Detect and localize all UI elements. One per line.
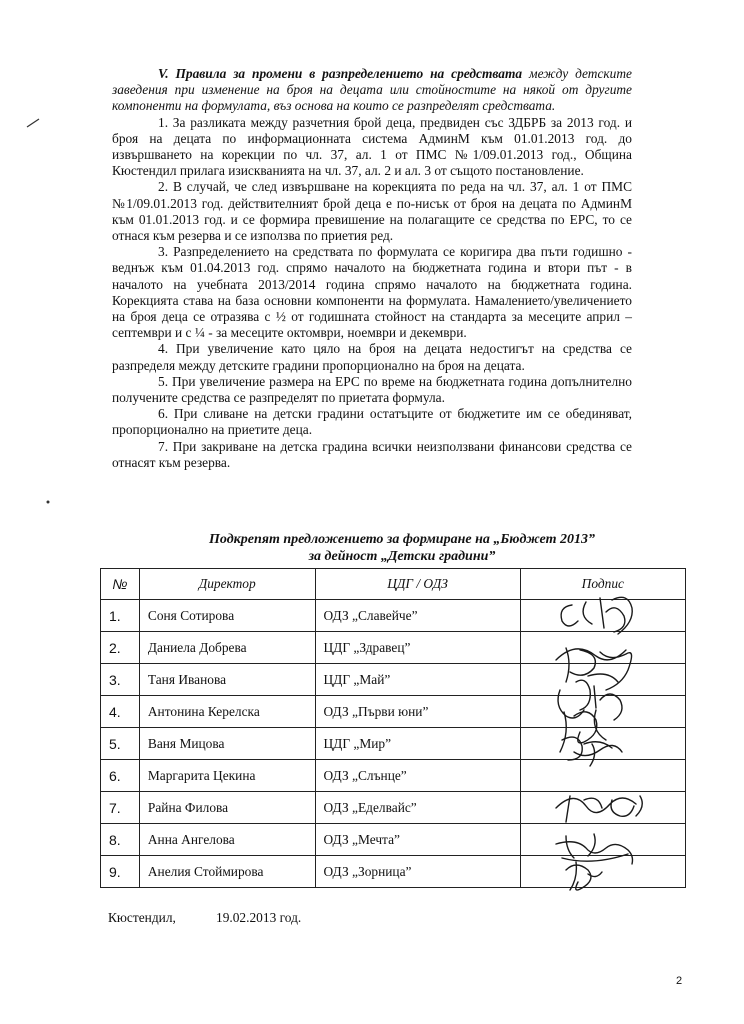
row-number: 2. bbox=[101, 632, 140, 664]
page-number: 2 bbox=[676, 975, 683, 987]
rule-paragraph-6: 6. При сливане на детски градини остатъците от бюджетите им се обединяват, пропорционално на приетите деца. bbox=[112, 406, 632, 438]
row-number: 5. bbox=[101, 728, 140, 760]
signature-cell bbox=[520, 664, 685, 696]
kindergarten-name: ЦДГ „Май” bbox=[315, 664, 520, 696]
director-name: Даниела Добрева bbox=[139, 632, 315, 664]
row-number: 9. bbox=[101, 856, 140, 888]
kindergarten-name: ОДЗ „Еделвайс” bbox=[315, 792, 520, 824]
table-row bbox=[101, 696, 686, 728]
kindergarten-name: ЦДГ „Здравец” bbox=[315, 632, 520, 664]
table-row bbox=[101, 728, 686, 760]
director-name: Антонина Керелска bbox=[139, 696, 315, 728]
director-name: Райна Филова bbox=[139, 792, 315, 824]
section-title: V. Правила за промени в разпределението на средствата bbox=[158, 66, 523, 81]
director-name: Ваня Мицова bbox=[139, 728, 315, 760]
signature-cell bbox=[520, 696, 685, 728]
signature-cell bbox=[520, 728, 685, 760]
header-num: № bbox=[101, 569, 140, 600]
kindergarten-name: ОДЗ „Слънце” bbox=[315, 760, 520, 792]
margin-dot bbox=[46, 500, 50, 504]
row-number: 3. bbox=[101, 664, 140, 696]
signature-cell bbox=[520, 632, 685, 664]
header-director: Директор bbox=[139, 569, 315, 600]
table-row bbox=[101, 664, 686, 696]
director-name: Маргарита Цекина bbox=[139, 760, 315, 792]
table-row bbox=[101, 856, 686, 888]
margin-tick-mark bbox=[26, 118, 40, 128]
kindergarten-name: ОДЗ „Славейче” bbox=[315, 600, 520, 632]
header-unit: ЦДГ / ОДЗ bbox=[315, 569, 520, 600]
row-number: 8. bbox=[101, 824, 140, 856]
kindergarten-name: ОДЗ „Зорница” bbox=[315, 856, 520, 888]
row-number: 6. bbox=[101, 760, 140, 792]
signature-cell bbox=[520, 600, 685, 632]
rules-section bbox=[112, 66, 632, 471]
director-name: Анелия Стоймирова bbox=[139, 856, 315, 888]
header-signature: Подпис bbox=[520, 569, 685, 600]
signature-cell bbox=[520, 824, 685, 856]
directors-table bbox=[100, 568, 686, 888]
footer-date: 19.02.2013 год. bbox=[216, 910, 302, 925]
signature-cell bbox=[520, 792, 685, 824]
director-name: Анна Ангелова bbox=[139, 824, 315, 856]
table-row bbox=[101, 632, 686, 664]
rule-paragraph-1: 1. За разликата между разчетния брой деца, предвиден със ЗДБРБ за 2013 год. и броя на децата по информационната система АдминМ към 01.01.2013 год. до извършването на корекции по чл. 37, ал. 1 от ПМС №1/09.01.2013 год., Община Кюстендил прилага изискванията на чл. 37, ал. 2 и ал. 3 от същото постановление. bbox=[112, 114, 632, 179]
kindergarten-name: ЦДГ „Мир” bbox=[315, 728, 520, 760]
director-name: Таня Иванова bbox=[139, 664, 315, 696]
rule-paragraph-2: 2. В случай, че след извършване на корекцията по реда на чл. 37, ал. 1 от ПМС №1/09.01.2013 год. действителният брой деца е по-нисък от броя на децата по АдминМ към 01.01.2013 год. и се формира превишение на полагащите се средства по ЕРС, то се отнася към резерва и се използва по приетия ред. bbox=[112, 179, 632, 244]
section-subtitle: между детските заведения при изменение на броя на децата или стойностите на някой от другите компоненти на формулата, въз основа на които се разпределят средствата. bbox=[112, 66, 632, 114]
signature-cell bbox=[520, 760, 685, 792]
kindergarten-name: ОДЗ „Мечта” bbox=[315, 824, 520, 856]
table-row bbox=[101, 824, 686, 856]
support-title-line-2: за дейност „Детски градини” bbox=[308, 549, 496, 564]
row-number: 4. bbox=[101, 696, 140, 728]
rule-paragraph-4: 4. При увеличение като цяло на броя на децата недостигът на средства се разпределя между детските градини пропорционално на броя на децата. bbox=[112, 341, 632, 373]
table-row bbox=[101, 600, 686, 632]
footer-place: Кюстендил, bbox=[108, 910, 176, 925]
kindergarten-name: ОДЗ „Първи юни” bbox=[315, 696, 520, 728]
table-header-row bbox=[101, 569, 686, 600]
table-row bbox=[101, 760, 686, 792]
director-name: Соня Сотирова bbox=[139, 600, 315, 632]
rule-paragraph-5: 5. При увеличение размера на ЕРС по време на бюджетната година допълнително получените средства се разпределят по приетата формула. bbox=[112, 373, 632, 406]
support-title-line-1: Подкрепят предложението за формиране на „Бюджет 2013” bbox=[209, 532, 595, 547]
table-row bbox=[101, 792, 686, 824]
section-heading bbox=[112, 66, 632, 115]
row-number: 1. bbox=[101, 600, 140, 632]
rule-paragraph-3: 3. Разпределението на средствата по формулата се коригира два пъти годишно - веднъж към 01.04.2013 год. спрямо началото на бюджетната година и втори път - в началото на учебната 2013/2014 година спрямо началото на бюджетната година. Корекцията става на база основни компоненти на формулата. Намалението/увеличението на броя деца се отразява с ½ от годишната стойност на стандарта за месеците април – септември и с ¼ - за месеците октомври, ноември и декември. bbox=[112, 244, 632, 341]
row-number: 7. bbox=[101, 792, 140, 824]
rule-paragraph-7: 7. При закриване на детска градина всички неизползвани финансови средства се отнасят към резерва. bbox=[112, 438, 632, 470]
signature-cell bbox=[520, 856, 685, 888]
